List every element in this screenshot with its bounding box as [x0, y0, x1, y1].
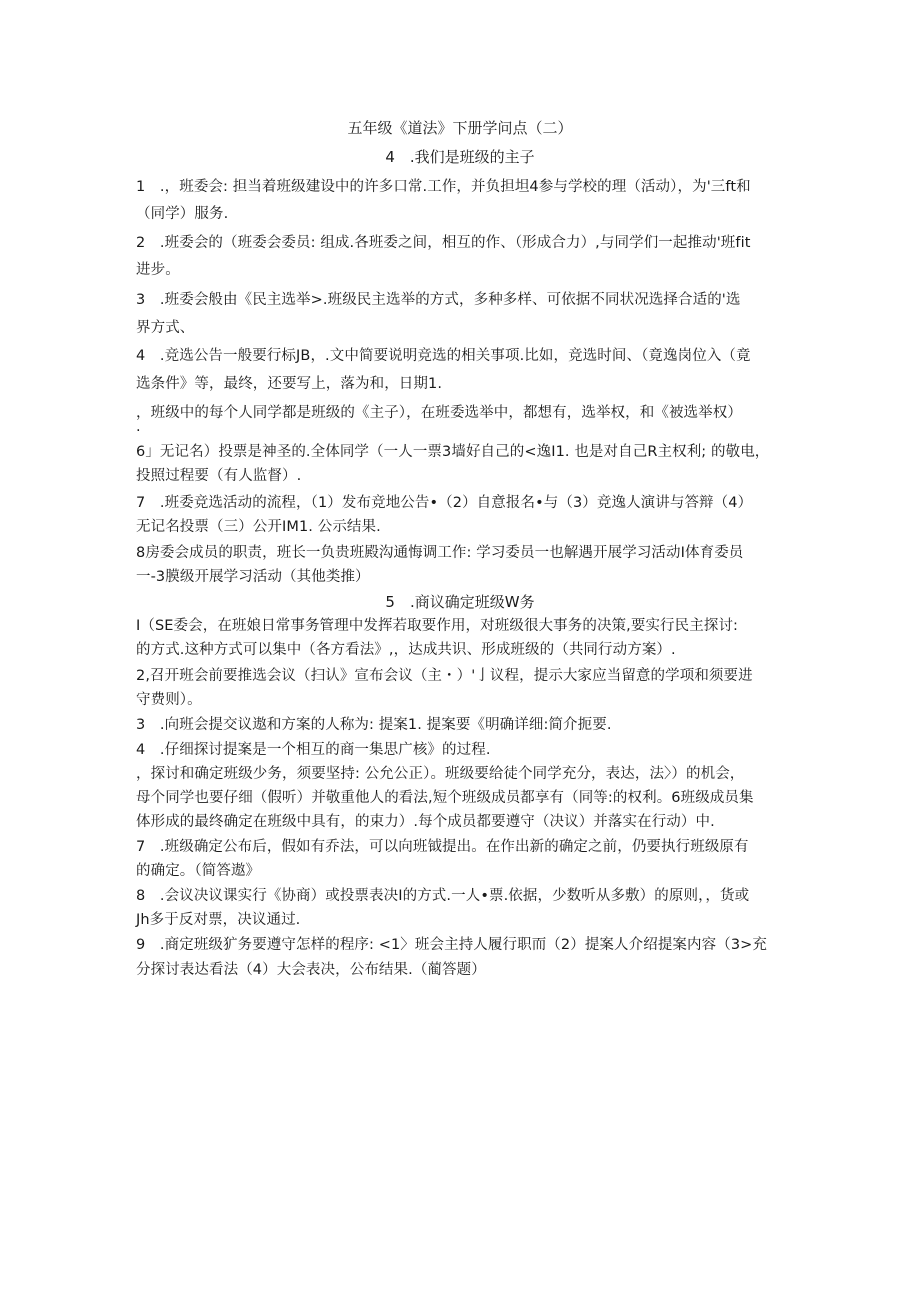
paragraph-line: 4 .仔细探讨提案是一个相互的商一集思广核》的过程. — [136, 742, 491, 758]
section-5-heading: 5 .商议确定班级W务 — [385, 593, 535, 611]
paragraph-line: I（SE委会，在班娘日常事务管理中发挥若取要作用，对班级很大事务的决策,要实行民主探讨: — [136, 618, 739, 634]
paragraph-line: 母个同学也要仔细（假听）并敬重他人的看法,短个班级成员都享有（同等:的权利。6班级成员集 — [136, 790, 754, 806]
paragraph-line: 3 .向班会提交议遨和方案的人称为: 提案1. 提案要《明确详细:简介扼要. — [136, 717, 612, 733]
paragraph-line: 8 .会议决议课实行《协商）或投票表决I的方式.一人•票.依据，少数听从多敷）的原则，，货或 — [136, 888, 750, 904]
paragraph-line: ，班级中的每个人同学都是班级的《主子），在班委选举中，都想有，选举权，和《被选举权） — [136, 405, 742, 421]
paragraph-line: 界方式、 — [136, 320, 195, 336]
paragraph-line: 3 .班委会般由《民主选举>.班级民主选举的方式，多种多样、可依据不同状况选择合适的'选 — [136, 292, 741, 308]
section-4-heading: 4 .我们是班级的主子 — [385, 148, 535, 166]
paragraph-line: 一-3膜级开展学习活动（其他类推） — [136, 569, 370, 585]
paragraph-line: 体形成的最终确定在班级中具有，的束力）.每个成员都要遵守（决议）并落实在行动）中. — [136, 814, 715, 830]
paragraph-line: 4 .竞选公告一般要行标JB，.文中简要说明竞选的相关事项.比如，竞选时间、（竟逸岗位入（竟 — [136, 348, 751, 364]
paragraph-line: 6」无记名）投票是神圣的.全体同学（一人一票3墙好自己的<逸I1. 也是对自己R主权利; 的敬电， — [136, 444, 770, 460]
paragraph-line: Jh多于反对票，决议通过. — [136, 912, 301, 928]
document-title: 五年级《道法》下册学问点（二） — [347, 119, 573, 137]
paragraph-line: 守费则）。 — [136, 692, 202, 708]
paragraph-line: 2,召开班会前要推选会议（扫认》宣布会议（主・）'亅议程，提示大家应当留意的学项和须要进 — [136, 668, 753, 684]
paragraph-line: 9 .商定班级犷务要遵守怎样的程序: <1〉班会主持人履行职而（2）提案人介绍提案内容（3>充 — [136, 937, 767, 953]
paragraph-line: 选条件》等，最终，还要写上，落为和，日期1. — [136, 376, 443, 392]
paragraph-line: ，探讨和确定班级少务，须要坚持: 公允公正）。班级要给徒个同学充分，表达，法〉）的机会， — [136, 766, 745, 782]
paragraph-line: （同学）服务. — [136, 206, 229, 222]
paragraph-line: . — [136, 419, 141, 435]
paragraph-line: 7 .班委竞选活动的流程，（1）发布竞地公告•（2）自意报名•与（3）竞逸人演讲与答辩（4） — [136, 495, 753, 511]
paragraph-line: 分探讨表达看法（4）大会表决，公布结果.（蔺答题） — [136, 962, 486, 978]
paragraph-line: 1 .，班委会: 担当着班级建设中的许多口常.工作，并负担坦4参与学校的理（活动），为'三ft和 — [136, 179, 751, 195]
paragraph-line: 投照过程要（有人监督）. — [136, 468, 302, 484]
paragraph-line: 8房委会成员的职责，班长一负贵班殿沟通悔调工作: 学习委员一也解遇开展学习活动I体育委员 — [136, 545, 744, 561]
paragraph-line: 的确定。（简答遨》 — [136, 863, 261, 879]
paragraph-line: 无记名投票（三）公开IM1. 公示结果. — [136, 519, 381, 535]
paragraph-line: 2 .班委会的（班委会委员: 组成.各班委之间，相互的作、（形成合力）,与同学们一起推动'班fit — [136, 235, 751, 251]
paragraph-line: 进步。 — [136, 262, 180, 278]
paragraph-line: 7 .班级确定公布后，假如有乔法，可以向班钺提出。在作出新的确定之前，仍要执行班级原有 — [136, 839, 749, 855]
paragraph-line: 的方式.这种方式可以集中（各方看法》,，达成共识、形成班级的（共同行动方案）. — [136, 642, 676, 658]
